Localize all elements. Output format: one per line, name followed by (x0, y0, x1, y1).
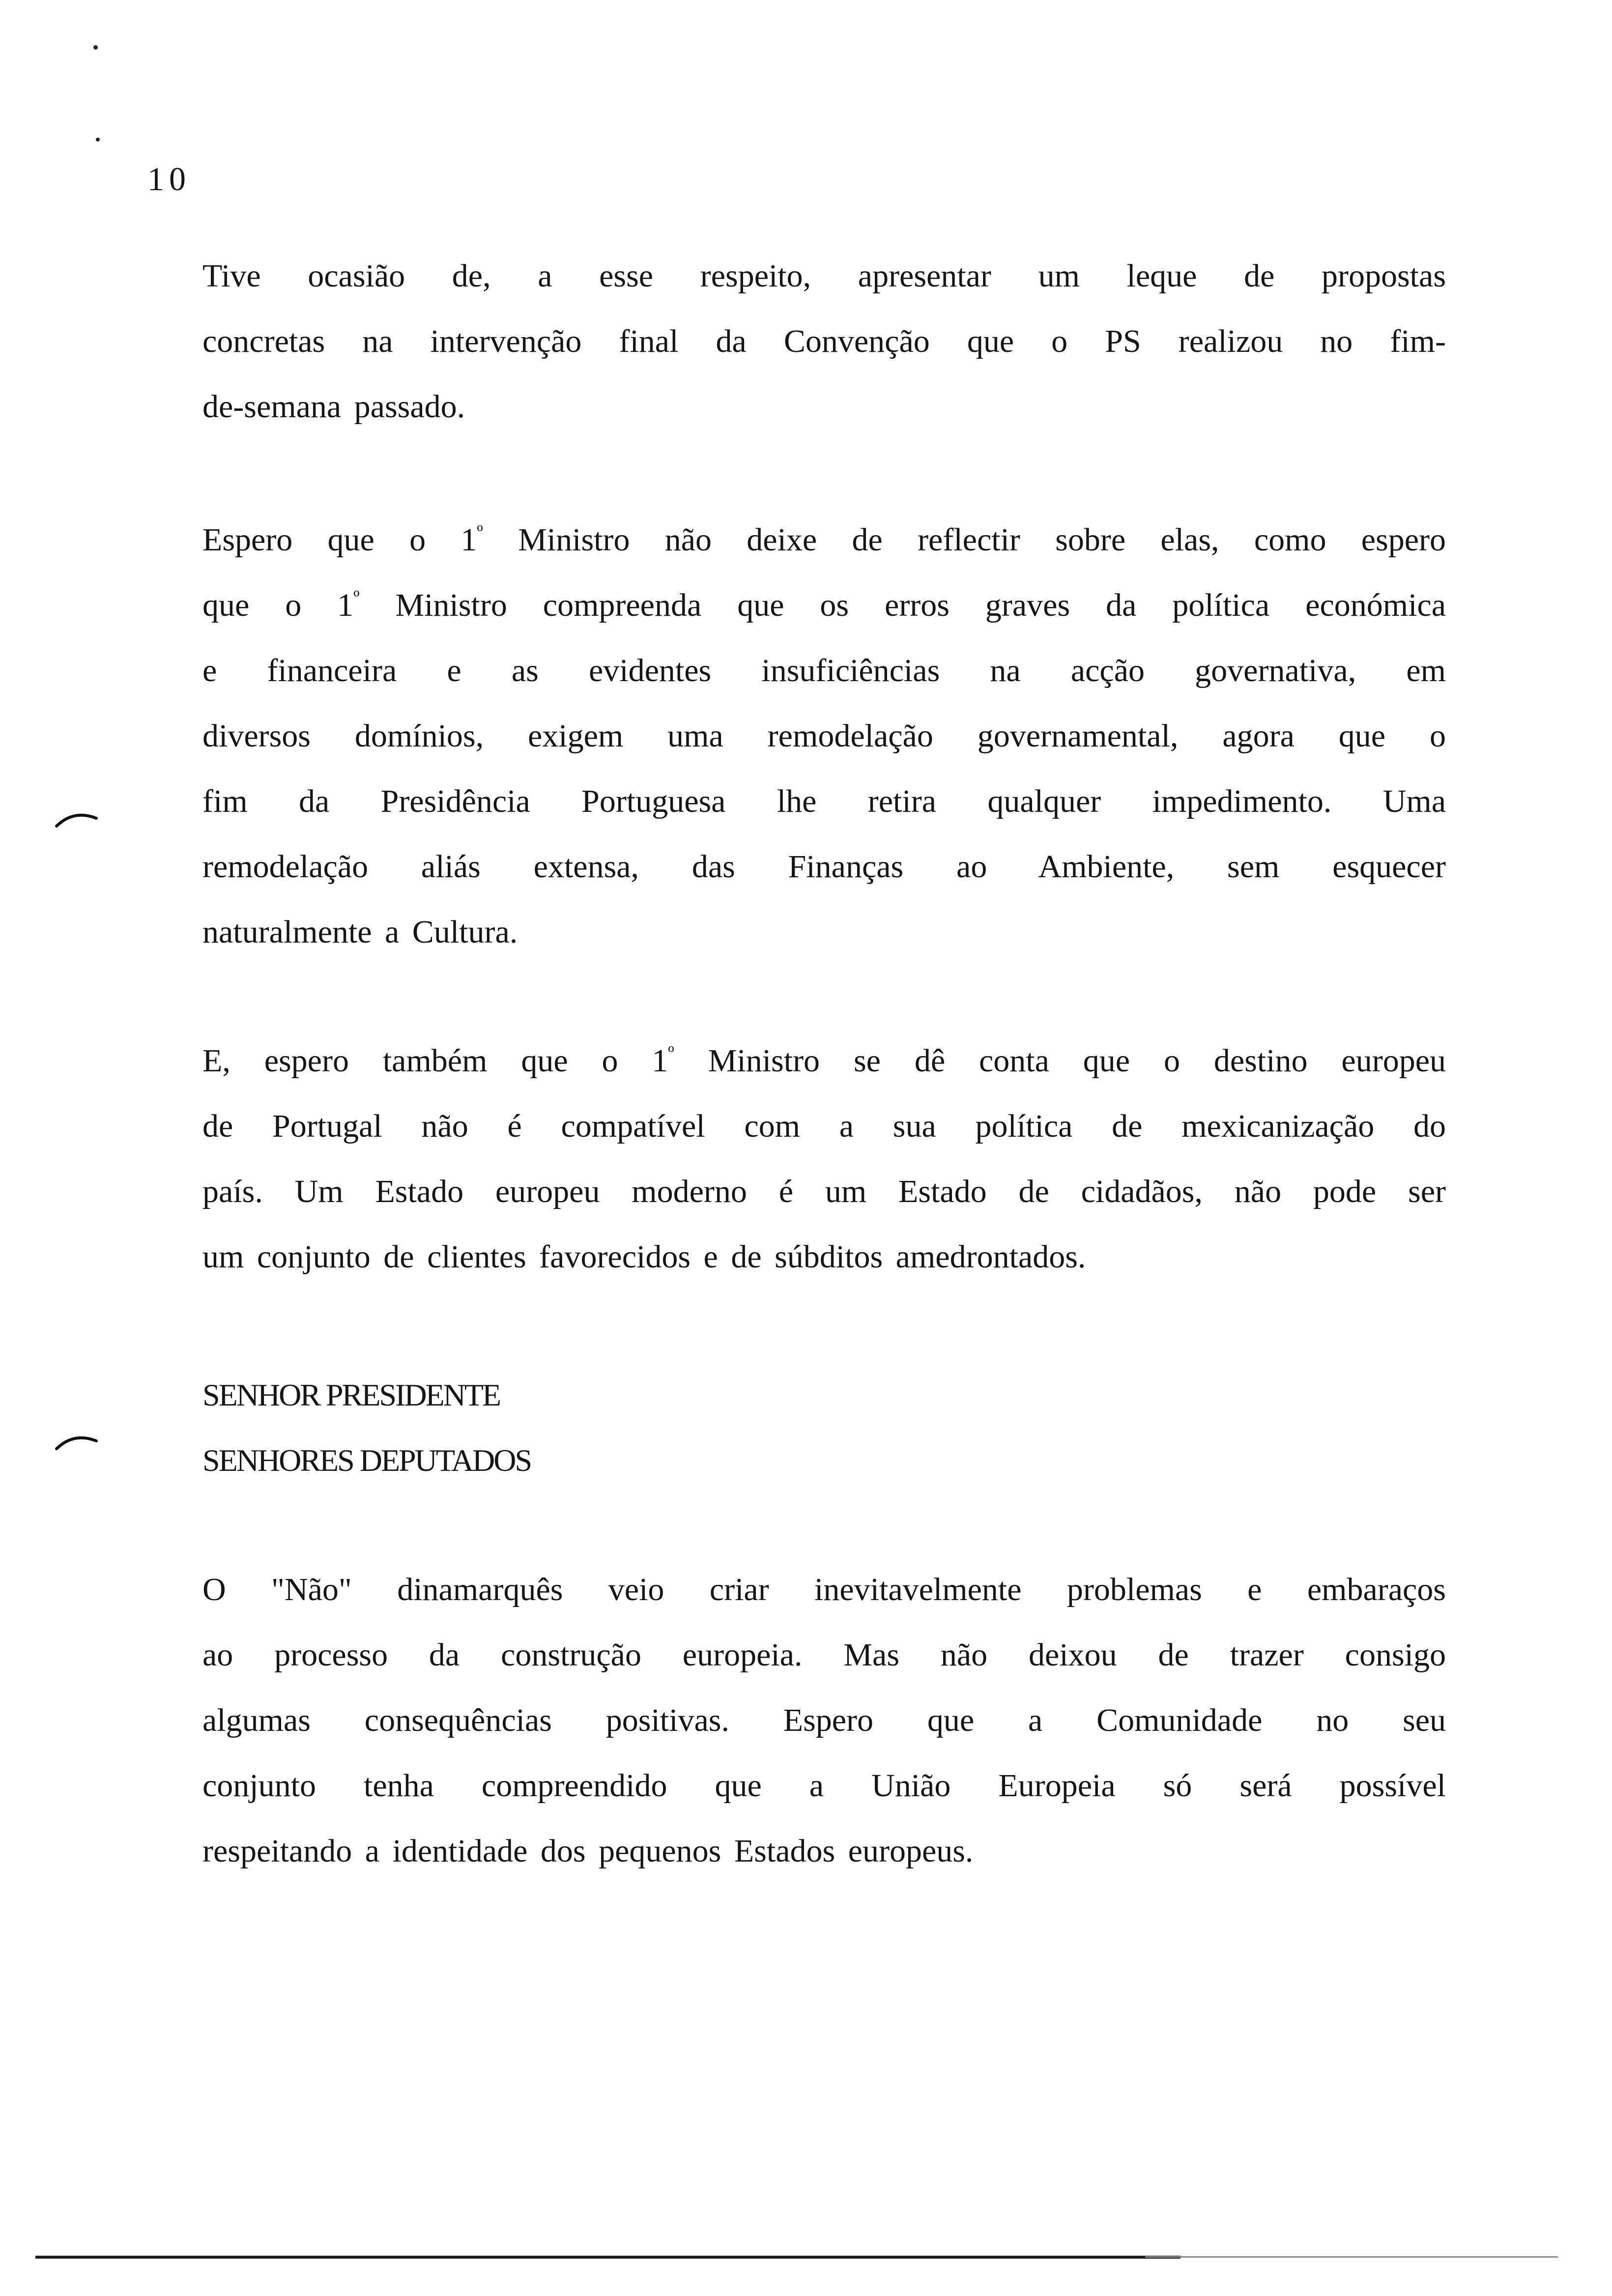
scan-speck (96, 138, 100, 142)
paragraph (202, 1557, 1446, 1884)
text-line: que o $1^º$ Ministro compreenda que os erros graves da política económica (202, 586, 1446, 623)
text-line: naturalmente a Cultura. (202, 914, 518, 950)
text-line: E, espero também que o $1^º$ Ministro se dê conta que o destino europeu (202, 1042, 1446, 1079)
salutation (202, 1362, 531, 1493)
text-line: O "Não" dinamarquês veio criar inevitavelmente problemas e embaraços (202, 1572, 1446, 1607)
bottom-rule (1145, 2256, 1558, 2258)
paragraph (202, 507, 1446, 965)
text-line: diversos domínios, exigem uma remodelação governamental, agora que o (202, 718, 1446, 754)
page-number: 10 (147, 160, 191, 198)
text-line: concretas na intervenção final da Convenção que o PS realizou no fim- (202, 323, 1446, 359)
salutation-line: SENHOR PRESIDENTE (202, 1378, 500, 1412)
text-line: país. Um Estado europeu moderno é um Estado de cidadãos, não pode ser (202, 1174, 1446, 1209)
text-line: algumas consequências positivas. Espero que a Comunidade no seu (202, 1702, 1446, 1738)
text-line: respeitando a identidade dos pequenos Estados europeus. (202, 1833, 974, 1869)
salutation-line: SENHORES DEPUTADOS (202, 1443, 531, 1478)
text-line: um conjunto de clientes favorecidos e de súbditos amedrontados. (202, 1239, 1086, 1275)
bottom-rule (35, 2256, 1180, 2259)
margin-mark (54, 1431, 98, 1451)
text-line: ao processo da construção europeia. Mas não deixou de trazer consigo (202, 1637, 1446, 1673)
text-line: fim da Presidência Portuguesa lhe retira qualquer impedimento. Uma (202, 783, 1446, 819)
margin-mark (54, 808, 98, 828)
paragraph (202, 1028, 1446, 1290)
scan-speck (93, 45, 98, 50)
paragraph (202, 243, 1446, 439)
text-line: remodelação aliás extensa, das Finanças ao Ambiente, sem esquecer (202, 849, 1446, 885)
text-line: Tive ocasião de, a esse respeito, apresentar um leque de propostas (202, 258, 1446, 294)
text-line: e financeira e as evidentes insuficiências na acção governativa, em (202, 653, 1446, 689)
text-line: de Portugal não é compatível com a sua política de mexicanização do (202, 1108, 1446, 1144)
text-line: conjunto tenha compreendido que a União Europeia só será possível (202, 1768, 1446, 1804)
text-line: de-semana passado. (202, 389, 465, 425)
text-line: Espero que o $1^º$ Ministro não deixe de reflectir sobre elas, como espero (202, 521, 1446, 558)
